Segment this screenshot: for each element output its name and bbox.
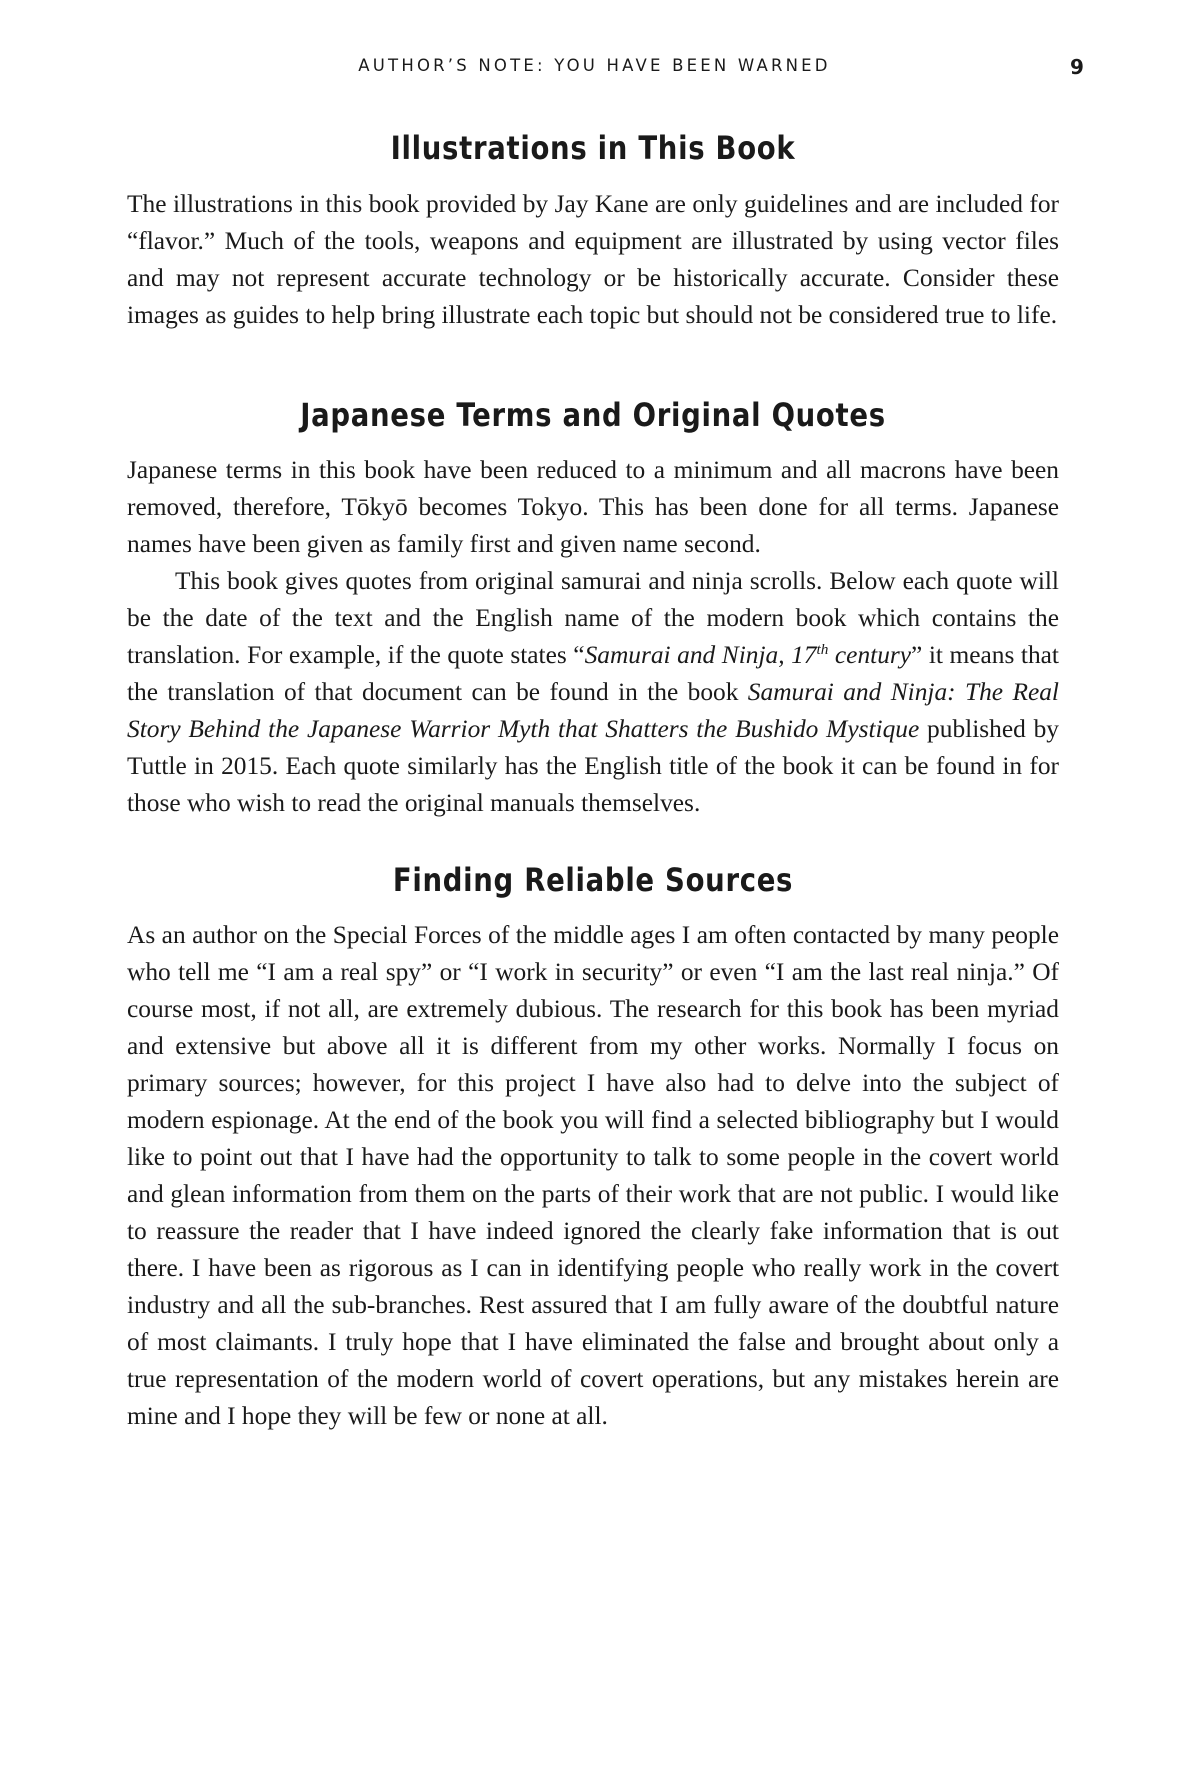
quote-example	[585, 641, 911, 669]
paragraph-reliable-sources: As an author on the Special Forces of the middle ages I am often contacted by many people who tell me “I am a real spy” or “I work in security” or even “I am the last real ninja.” Of course most, if not all, are extremely dubious. The research for this book has been myriad and extensive but above all it is different from my other works. Normally I focus on primary sources; however, for this project I have also had to delve into the subject of modern espionage. At the end of the book you will find a selected bibliography but I would like to point out that I have had the opportunity to talk to some people in the covert world and glean information from them on the parts of their work that are not public. I would like to reassure the reader that I have indeed ignored the clearly fake information that is out there. I have been as rigorous as I can in identifying people who really work in the covert industry and all the sub-branches. Rest assured that I am fully aware of the doubtful nature of most claimants. I truly hope that I have eliminated the false and brought about only a true representation of the modern world of covert operations, but any mistakes herein are mine and I hope they will be few or none at all.	[127, 921, 1059, 1430]
quotes-text-3: published by Tuttle in 2015. Each quote similarly has the English title of the book it can be found in for those who wish to read the original manuals themselves.	[127, 715, 1059, 817]
quote-example-superscript: th	[816, 640, 829, 658]
quote-example-text: Samurai and Ninja, 17	[584, 641, 817, 669]
running-head: AUTHOR’S NOTE: YOU HAVE BEEN WARNED	[358, 56, 831, 75]
section-heading-reliable-sources: Finding Reliable Sources	[392, 861, 794, 899]
paragraph-illustrations: The illustrations in this book provided by Jay Kane are only guidelines and are included for “flavor.” Much of the tools, weapons and equipment are illustrated by using vector files and may not represent accurate technology or be historically accurate. Consider these images as guides to help bring illustrate each topic but should not be considered true to life.	[127, 190, 1059, 329]
quote-example-text-2: century	[828, 641, 912, 669]
page-number: 9	[1070, 55, 1084, 79]
section-heading-illustrations: Illustrations in This Book	[390, 129, 796, 167]
book-title: Samurai and Ninja: The Real Story Behind the Japanese Warrior Myth that Shatters the Bushido Mystique	[127, 678, 1059, 743]
quotes-text-1: This book gives quotes from original samurai and ninja scrolls. Below each quote will be the date of the text and the English name of the modern book which contains the translation. For example, if the quote states “	[127, 567, 1059, 669]
paragraph-japanese-terms: Japanese terms in this book have been reduced to a minimum and all macrons have been removed, therefore, Tōkyō becomes Tokyo. This has been done for all terms. Japanese names have been given as family first and given name second.	[127, 456, 1059, 558]
section-heading-japanese-terms: Japanese Terms and Original Quotes	[300, 396, 886, 434]
quotes-text-2: ” it means that the translation of that document can be found in the book	[127, 641, 1059, 706]
paragraph-quotes	[127, 563, 1059, 822]
